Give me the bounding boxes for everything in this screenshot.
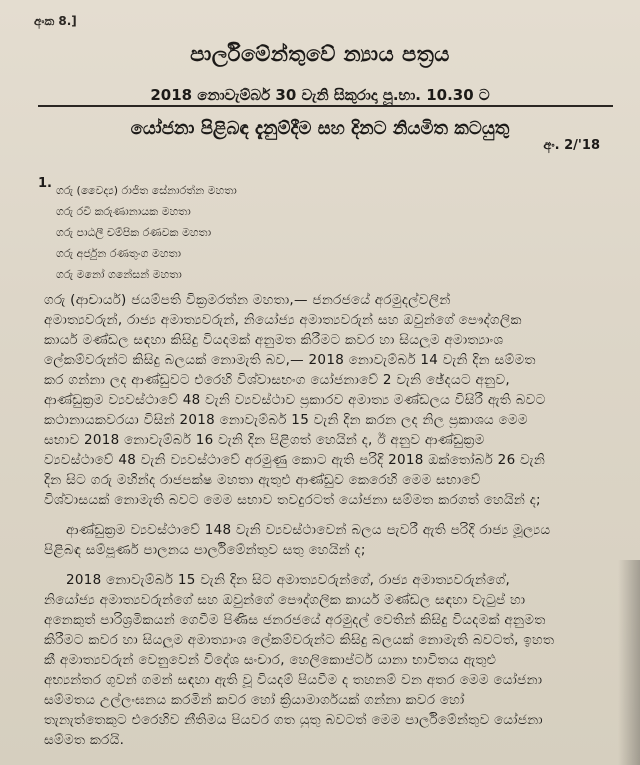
paragraph-line: විශ්වාසයක් නොමැති බවට මෙම සභාව තවදුරටත් යෝජනා සම්මත කරගත් හෙයින් ද; xyxy=(44,492,541,508)
mover-name: ගරු මනෝ ගනේසන් මහතා xyxy=(56,268,182,281)
mover-name: ගරු (වෛද්‍ය) රාජිත සේනාරත්න මහතා xyxy=(56,184,237,197)
paragraph-line: අමාත්‍යවරුන්, රාජ්‍ය අමාත්‍යවරුන්, නියෝජ්‍ය අමාත්‍යවරුන් සහ ඔවුන්ගේ පෞද්ගලික xyxy=(44,312,522,328)
divider xyxy=(38,105,613,107)
page-title: පාර්ලිමේන්තුවේ න්‍යාය පත්‍රය xyxy=(190,42,450,66)
date-line: 2018 නොවැම්බර් 30 වැනි සිකුරාදා පූ.භා. 10.30 ට xyxy=(150,86,490,104)
paragraph-line: තැනැත්තෙකුට එරෙහිව නීතිමය පියවර ගත යුතු බවටත් මෙම පාර්ලිමේන්තුව යෝජනා xyxy=(44,712,543,728)
issue-number: අං. 2/'18 xyxy=(543,138,600,153)
paragraph-line: ලේකම්වරුන්ට කිසිදු බලයක් නොමැති බව,— 2018 නොවැම්බර් 14 වැනි දින සම්මත xyxy=(44,352,536,368)
page-fold-shadow xyxy=(618,560,640,765)
mover-name: ගරු රවි කරුණානායක මහතා xyxy=(56,205,191,218)
paragraph-line: සම්මත කරයි. xyxy=(44,732,125,748)
paragraph-line: සම්මතය උල්ලංඝනය කරමින් කවර හෝ ක්‍රියාමාර්ගයක් ගන්නා කවර හෝ xyxy=(44,692,465,708)
paragraph-line: නියෝජ්‍ය අමාත්‍යවරුන්ගේ සහ ඔවුන්ගේ පෞද්ගලික කාර්ය මණ්ඩල සඳහා වැටුප් හා xyxy=(44,592,526,608)
paragraph-line: පිළිබඳ සම්පූර්ණ පාලනය පාර්ලිමේන්තුව සතු හෙයින් ද; xyxy=(44,542,366,558)
paragraph-line: කථානායකවරයා විසින් 2018 නොවැම්බර් 15 වැනි දින කරන ලද නිල ප්‍රකාශය මෙම xyxy=(44,412,528,428)
paragraph-line: කර ගන්නා ලද ආණ්ඩුවට එරෙහි විශ්වාසභංග යෝජනාවේ 2 වැනි ඡේදයට අනුව, xyxy=(44,372,511,388)
mover-name: ගරු අර්ජුන රණතුංග මහතා xyxy=(56,247,182,260)
paragraph-line: දින සිට ගරු මහින්ද රාජපක්ෂ මහතා ඇතුළු ආණ්ඩුව කෙරෙහි මෙම සභාවේ xyxy=(44,472,481,488)
paragraph-line: කාර්ය මණ්ඩල සඳහා කිසිදු වියදමක් අනුමත කිරීමට කවර හා සියලුම අමාත්‍යාංශ xyxy=(44,332,504,348)
paragraph-line: ව්‍යවස්ථාවේ 48 වැනි ව්‍යවස්ථාවේ අරමුණු කොට ඇති පරිදි 2018 ඔක්තෝබර් 26 වැනි xyxy=(44,452,546,468)
paragraph-line: සභාව 2018 නොවැම්බර් 16 වැනි දින පිළිගත් හෙයින් ද, ඊ අනුව ආණ්ඩුක්‍රම xyxy=(44,432,485,448)
page-reference: අංක 8.] xyxy=(34,14,77,28)
mover-name: ගරු පාඨලී චම්පික රණවක මහතා xyxy=(56,226,212,239)
paragraph-line: අභ්‍යන්තර ගුවන් ගමන් සඳහා ඇති වූ වියදම් පියවීම ද තහනම් වන අතර මෙම යෝජනා xyxy=(44,672,543,688)
document-subtitle: යෝජනා පිළිබඳ දැනුම්දීම සහ දිනට නියමිත කටයුතු xyxy=(130,118,510,139)
paragraph-line: 2018 නොවැම්බර් 15 වැනි දින සිට අමාත්‍යවරුන්ගේ, රාජ්‍ය අමාත්‍යවරුන්ගේ, xyxy=(66,572,511,588)
paragraph-line: කිරීමට කවර හා සියලුම අමාත්‍යාංශ ලේකම්වරුන්ට කිසිදු බලයක් නොමැති බවටත්, ඉහත xyxy=(44,632,555,648)
item-number: 1. xyxy=(38,176,52,191)
paragraph-line: ආණ්ඩුක්‍රම ව්‍යවස්ථාවේ 48 වැනි ව්‍යවස්ථාව ප්‍රකාරව අමාත්‍ය මණ්ඩලය විසිරී ඇති බවට xyxy=(44,392,546,408)
paragraph-line: ගරු (ආචාර්ය) ජයම්පති වික්‍රමරත්න මහතා,— ජනරජයේ අරමුදල්වලින් xyxy=(44,292,451,308)
paragraph-line: කී අමාත්‍යවරුන් වෙනුවෙන් විදේශ සංචාර, හෙලිකොප්ටර් යානා භාවිතය ඇතුළු xyxy=(44,652,497,668)
paragraph-line: ආණ්ඩුක්‍රම ව්‍යවස්ථාවේ 148 වැනි ව්‍යවස්ථාවෙන් බලය පැවරී ඇති පරිදි රාජ්‍ය මූල්‍යය xyxy=(66,522,551,538)
paragraph-line: අනෙකුත් පාරිශ්‍රමිකයන් ගෙවීම පිණිස ජනරජයේ අරමුදල් වෙතින් කිසිදු වියදමක් අනුමත xyxy=(44,612,546,628)
